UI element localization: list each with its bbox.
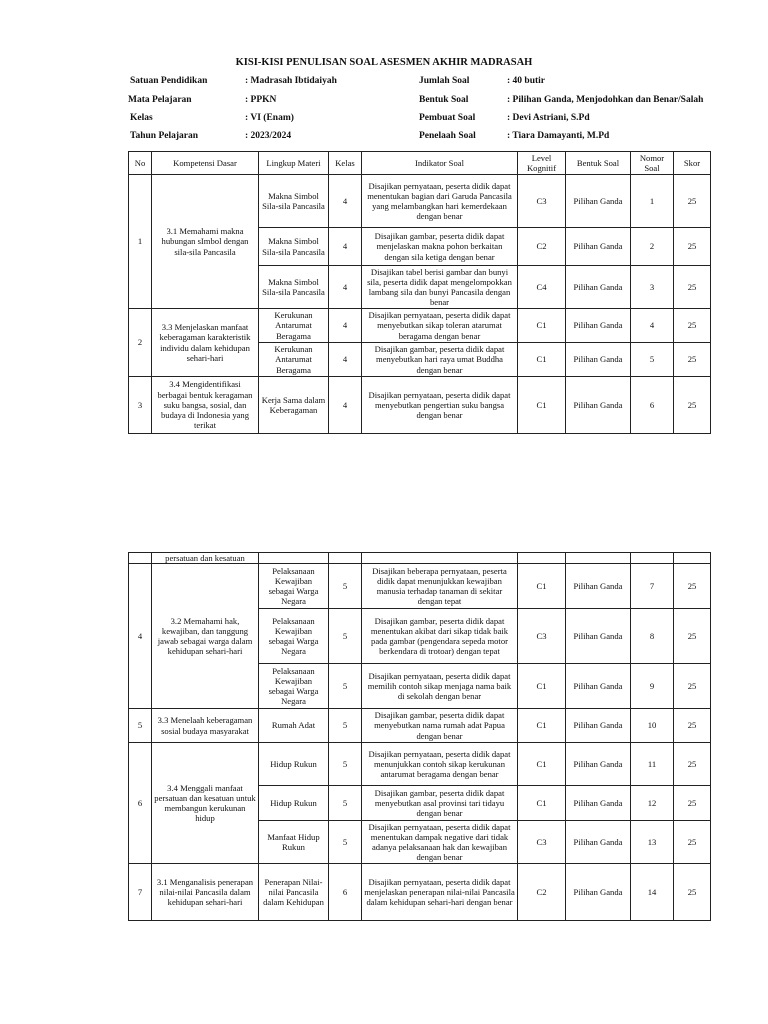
cell-bentuk-soal: Pilihan Ganda xyxy=(566,266,631,309)
meta-left-value-3: : 2023/2024 xyxy=(245,131,292,141)
cell-no: 2 xyxy=(129,309,152,377)
cell-nomor-soal: 7 xyxy=(631,564,674,609)
cell-kelas: 5 xyxy=(329,743,362,786)
cell-nomor-soal: 1 xyxy=(631,175,674,228)
cell-indikator-soal: Disajikan pernyataan, peserta didik dapat menentukan dampak negative dari tidak adanya pelaksanaan hak dan kewajiban dengan benar xyxy=(362,821,518,864)
cell-bentuk-soal: Pilihan Ganda xyxy=(566,664,631,709)
cell-kelas: 5 xyxy=(329,664,362,709)
cell-indikator-soal: Disajikan tabel berisi gambar dan bunyi sila, peserta didik dapat mengelompokkan lambang sila dan bunyi Pancasila dengan benar xyxy=(362,266,518,309)
cell-empty xyxy=(566,553,631,564)
cell-level-kognitif: C2 xyxy=(518,864,566,921)
meta-left-value-1: : PPKN xyxy=(245,95,277,105)
meta-left-value-2: : VI (Enam) xyxy=(245,113,294,123)
cell-no: 6 xyxy=(129,743,152,864)
cell-lingkup-materi: Pelaksanaan Kewajiban sebagai Warga Negara xyxy=(259,664,329,709)
cell-lingkup-materi: Makna Simbol Sila-sila Pancasila xyxy=(259,266,329,309)
cell-level-kognitif: C1 xyxy=(518,309,566,343)
cell-kompetensi-dasar-continued: persatuan dan kesatuan xyxy=(152,553,259,564)
header-skor: Skor xyxy=(674,152,711,175)
cell-level-kognitif: C1 xyxy=(518,786,566,821)
cell-indikator-soal: Disajikan gambar, peserta didik dapat menyebutkan nama rumah adat Papua dengan benar xyxy=(362,709,518,743)
cell-kompetensi-dasar: 3.3 Menjelaskan manfaat keberagaman karakteristik individu dalam kehidupan sehari-hari xyxy=(152,309,259,377)
cell-no: 7 xyxy=(129,864,152,921)
cell-indikator-soal: Disajikan pernyataan, peserta didik dapat menjelaskan penerapan nilai-nilai Pancasila dalam kehidupan sehari-hari dengan benar xyxy=(362,864,518,921)
cell-bentuk-soal: Pilihan Ganda xyxy=(566,309,631,343)
cell-no xyxy=(129,553,152,564)
meta-right-value-3: : Tiara Damayanti, M.Pd xyxy=(507,131,610,141)
cell-kelas: 4 xyxy=(329,266,362,309)
cell-kelas: 4 xyxy=(329,343,362,377)
cell-level-kognitif: C1 xyxy=(518,664,566,709)
cell-lingkup-materi: Hidup Rukun xyxy=(259,743,329,786)
meta-left-label-2: Kelas xyxy=(130,113,153,123)
cell-level-kognitif: C2 xyxy=(518,228,566,266)
cell-kompetensi-dasar: 3.1 Memahami makna hubungan sImbol dengan sila-sila Pancasila xyxy=(152,175,259,309)
cell-skor: 25 xyxy=(674,821,711,864)
meta-right-label-0: Jumlah Soal xyxy=(419,76,470,86)
cell-skor: 25 xyxy=(674,343,711,377)
cell-nomor-soal: 6 xyxy=(631,377,674,434)
cell-nomor-soal: 2 xyxy=(631,228,674,266)
cell-level-kognitif: C3 xyxy=(518,609,566,664)
cell-nomor-soal: 8 xyxy=(631,609,674,664)
table-row xyxy=(129,377,711,434)
cell-bentuk-soal: Pilihan Ganda xyxy=(566,228,631,266)
table-header-row xyxy=(129,152,711,175)
meta-left-label-0: Satuan Pendidikan xyxy=(130,76,208,86)
cell-kelas: 6 xyxy=(329,864,362,921)
cell-bentuk-soal: Pilihan Ganda xyxy=(566,709,631,743)
cell-empty xyxy=(518,553,566,564)
cell-kelas: 5 xyxy=(329,786,362,821)
header-indikator-soal: Indikator Soal xyxy=(362,152,518,175)
cell-lingkup-materi: Pelaksanaan Kewajiban sebagai Warga Negara xyxy=(259,564,329,609)
cell-lingkup-materi: Makna Simbol Sila-sila Pancasila xyxy=(259,228,329,266)
cell-kelas: 4 xyxy=(329,309,362,343)
cell-kelas: 4 xyxy=(329,175,362,228)
table-row xyxy=(129,864,711,921)
cell-kelas: 4 xyxy=(329,228,362,266)
cell-level-kognitif: C1 xyxy=(518,743,566,786)
cell-bentuk-soal: Pilihan Ganda xyxy=(566,564,631,609)
continuation-row xyxy=(129,553,711,564)
cell-lingkup-materi: Kerja Sama dalam Keberagaman xyxy=(259,377,329,434)
cell-bentuk-soal: Pilihan Ganda xyxy=(566,343,631,377)
cell-level-kognitif: C1 xyxy=(518,709,566,743)
meta-right-label-3: Penelaah Soal xyxy=(419,131,476,141)
meta-right-value-0: : 40 butir xyxy=(507,76,545,86)
cell-no: 5 xyxy=(129,709,152,743)
cell-level-kognitif: C3 xyxy=(518,175,566,228)
table-row xyxy=(129,309,711,343)
cell-skor: 25 xyxy=(674,609,711,664)
meta-right-label-1: Bentuk Soal xyxy=(419,95,469,105)
cell-kelas: 5 xyxy=(329,821,362,864)
cell-level-kognitif: C4 xyxy=(518,266,566,309)
table-row xyxy=(129,564,711,609)
cell-nomor-soal: 13 xyxy=(631,821,674,864)
cell-nomor-soal: 10 xyxy=(631,709,674,743)
cell-level-kognitif: C1 xyxy=(518,343,566,377)
cell-bentuk-soal: Pilihan Ganda xyxy=(566,821,631,864)
meta-right-value-1: : Pilihan Ganda, Menjodohkan dan Benar/Salah xyxy=(507,95,704,105)
cell-no: 1 xyxy=(129,175,152,309)
cell-indikator-soal: Disajikan pernyataan, peserta didik dapat menunjukkan contoh sikap kerukunan antarumat beragama dengan benar xyxy=(362,743,518,786)
cell-bentuk-soal: Pilihan Ganda xyxy=(566,743,631,786)
header-no: No xyxy=(129,152,152,175)
cell-skor: 25 xyxy=(674,864,711,921)
cell-indikator-soal: Disajikan beberapa pernyataan, peserta didik dapat menunjukkan kewajiban manusia terhadap tanaman di sekitar dengan tepat xyxy=(362,564,518,609)
cell-indikator-soal: Disajikan gambar, peserta didik dapat menentukan akibat dari sikap tidak baik pada gambar (pengendara sepeda motor berkendara di trotoar) dengan tepat xyxy=(362,609,518,664)
cell-level-kognitif: C1 xyxy=(518,564,566,609)
cell-kelas: 4 xyxy=(329,377,362,434)
cell-empty xyxy=(362,553,518,564)
cell-skor: 25 xyxy=(674,175,711,228)
meta-left-label-1: Mata Pelajaran xyxy=(128,95,192,105)
cell-nomor-soal: 3 xyxy=(631,266,674,309)
cell-skor: 25 xyxy=(674,664,711,709)
cell-kelas: 5 xyxy=(329,609,362,664)
cell-kelas: 5 xyxy=(329,564,362,609)
cell-nomor-soal: 12 xyxy=(631,786,674,821)
kisi-kisi-table-page-2 xyxy=(128,552,711,921)
cell-empty xyxy=(674,553,711,564)
kisi-kisi-table-page-1 xyxy=(128,151,711,434)
cell-skor: 25 xyxy=(674,786,711,821)
cell-lingkup-materi: Hidup Rukun xyxy=(259,786,329,821)
meta-right-value-2: : Devi Astriani, S.Pd xyxy=(507,113,590,123)
cell-level-kognitif: C1 xyxy=(518,377,566,434)
cell-lingkup-materi: Makna Simbol Sila-sila Pancasila xyxy=(259,175,329,228)
cell-level-kognitif: C3 xyxy=(518,821,566,864)
cell-indikator-soal: Disajikan pernyataan, peserta didik dapat menyebutkan sikap toleran atarumat beragama dengan benar xyxy=(362,309,518,343)
meta-left-label-3: Tahun Pelajaran xyxy=(130,131,199,141)
table-row xyxy=(129,709,711,743)
cell-lingkup-materi: Kerukunan Antarumat Beragama xyxy=(259,343,329,377)
cell-lingkup-materi: Penerapan Nilai-nilai Pancasila dalam Kehidupan xyxy=(259,864,329,921)
header-bentuk-soal: Bentuk Soal xyxy=(566,152,631,175)
cell-kompetensi-dasar: 3.4 Menggali manfaat persatuan dan kesatuan untuk membangun kerukunan hidup xyxy=(152,743,259,864)
cell-nomor-soal: 11 xyxy=(631,743,674,786)
cell-lingkup-materi: Kerukunan Antarumat Beragama xyxy=(259,309,329,343)
cell-bentuk-soal: Pilihan Ganda xyxy=(566,377,631,434)
cell-bentuk-soal: Pilihan Ganda xyxy=(566,175,631,228)
cell-skor: 25 xyxy=(674,743,711,786)
table-row xyxy=(129,743,711,786)
cell-lingkup-materi: Manfaat Hidup Rukun xyxy=(259,821,329,864)
cell-lingkup-materi: Pelaksanaan Kewajiban sebagai Warga Negara xyxy=(259,609,329,664)
cell-empty xyxy=(329,553,362,564)
cell-indikator-soal: Disajikan pernyataan, peserta didik dapat menyebutkan pengertian suku bangsa dengan benar xyxy=(362,377,518,434)
cell-skor: 25 xyxy=(674,228,711,266)
cell-skor: 25 xyxy=(674,377,711,434)
cell-kompetensi-dasar: 3.3 Menelaah keberagaman sosial budaya masyarakat xyxy=(152,709,259,743)
cell-skor: 25 xyxy=(674,309,711,343)
meta-left-value-0: : Madrasah Ibtidaiyah xyxy=(245,76,337,86)
cell-nomor-soal: 9 xyxy=(631,664,674,709)
header-kelas: Kelas xyxy=(329,152,362,175)
cell-no: 4 xyxy=(129,564,152,709)
cell-nomor-soal: 4 xyxy=(631,309,674,343)
header-lingkup-materi: Lingkup Materi xyxy=(259,152,329,175)
cell-no: 3 xyxy=(129,377,152,434)
header-kompetensi-dasar: Kompetensi Dasar xyxy=(152,152,259,175)
cell-indikator-soal: Disajikan gambar, peserta didik dapat menyebutkan hari raya umat Buddha dengan benar xyxy=(362,343,518,377)
cell-kompetensi-dasar: 3.2 Memahami hak, kewajiban, dan tanggung jawab sebagai warga dalam kehidupan sehari-hari xyxy=(152,564,259,709)
cell-indikator-soal: Disajikan gambar, peserta didik dapat menyebutkan asal provinsi tari tidayu dengan benar xyxy=(362,786,518,821)
cell-kelas: 5 xyxy=(329,709,362,743)
cell-kompetensi-dasar: 3.1 Menganalisis penerapan nilai-nilai Pancasila dalam kehidupan sehari-hari xyxy=(152,864,259,921)
table-row xyxy=(129,175,711,228)
cell-kompetensi-dasar: 3.4 Mengidentifikasi berbagai bentuk keragaman suku bangsa, sosial, dan budaya di Indonesia yang terikat xyxy=(152,377,259,434)
cell-skor: 25 xyxy=(674,564,711,609)
cell-empty xyxy=(259,553,329,564)
meta-right-label-2: Pembuat Soal xyxy=(419,113,476,123)
cell-indikator-soal: Disajikan pernyataan, peserta didik dapat memilih contoh sikap menjaga nama baik di sekolah dengan benar xyxy=(362,664,518,709)
cell-indikator-soal: Disajikan gambar, peserta didik dapat menjelaskan makna pohon berkaitan dengan sila ketiga dengan benar xyxy=(362,228,518,266)
cell-skor: 25 xyxy=(674,266,711,309)
cell-bentuk-soal: Pilihan Ganda xyxy=(566,864,631,921)
cell-bentuk-soal: Pilihan Ganda xyxy=(566,786,631,821)
cell-bentuk-soal: Pilihan Ganda xyxy=(566,609,631,664)
header-level-kognitif: Level Kognitif xyxy=(518,152,566,175)
cell-nomor-soal: 14 xyxy=(631,864,674,921)
cell-nomor-soal: 5 xyxy=(631,343,674,377)
header-nomor-soal: Nomor Soal xyxy=(631,152,674,175)
cell-skor: 25 xyxy=(674,709,711,743)
cell-indikator-soal: Disajikan pernyataan, peserta didik dapat menentukan bagian dari Garuda Pancasila yang melambangkan hari kemerdekaan dengan benar xyxy=(362,175,518,228)
cell-lingkup-materi: Rumah Adat xyxy=(259,709,329,743)
cell-empty xyxy=(631,553,674,564)
page-title: KISI-KISI PENULISAN SOAL ASESMEN AKHIR MADRASAH xyxy=(235,57,533,68)
